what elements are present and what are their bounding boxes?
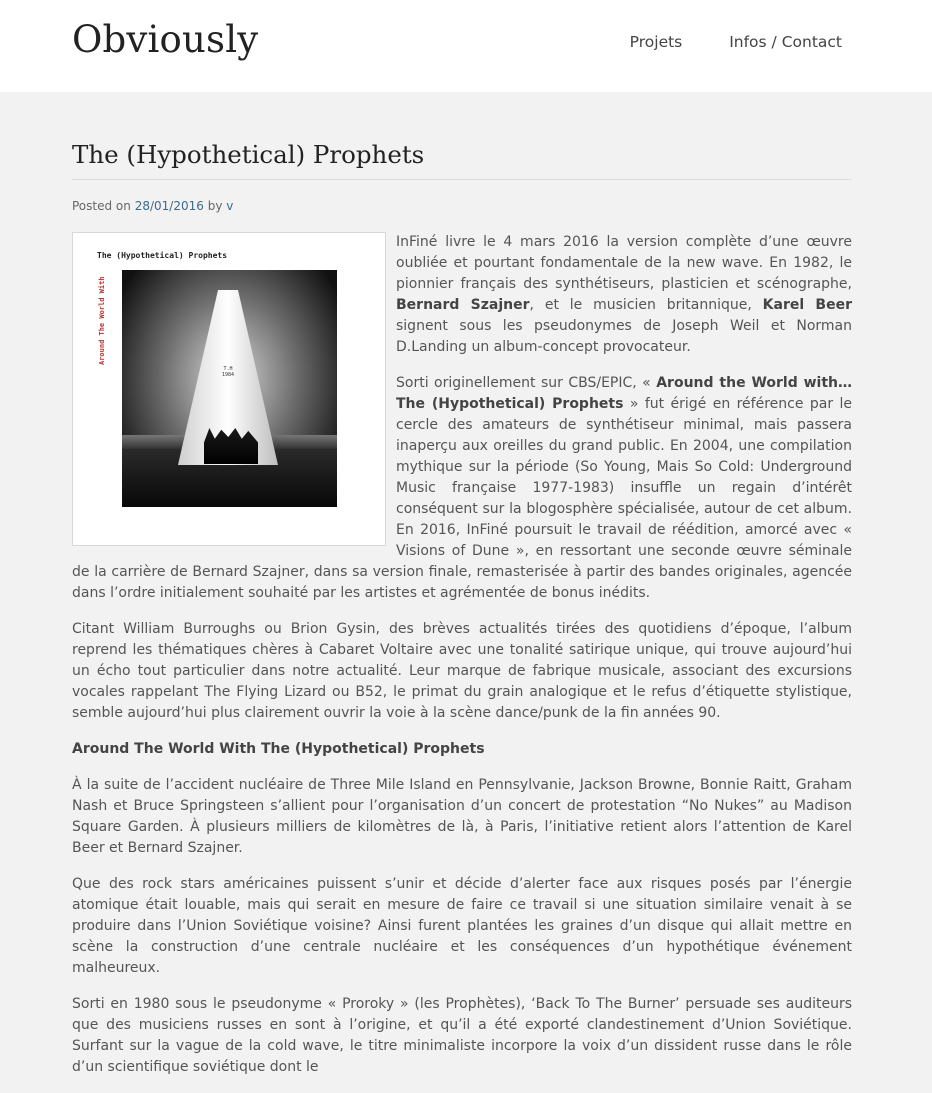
site-header: [0, 0, 932, 92]
entry-title: The (Hypothetical) Prophets: [72, 140, 425, 169]
author-link[interactable]: v: [226, 199, 234, 213]
entry-content: [72, 232, 852, 1078]
tower-label-line-2: 1984: [222, 372, 235, 378]
section-subheading: Around The World With The (Hypothetical) Prophets: [72, 741, 485, 757]
p2-text-c: » fut érigé en référence par le cercle des amateurs de synthétiseur minimal, mais passera inaperçu aux oreilles du grand public. En 2004, une compilation mythique sur la période (So Young, Mais So Cold: Underground Music française 1977-1983) insuffle un regain d’intérêt conséquent sur la blogosphère spécialisée, autour de cet album. En 2016, InFiné poursuit le travail de réédition, amorcé avec « Visions of Dune », en ressortant une seconde œuvre séminale de la carrière de Bernard Szajner, dans sa version finale, remasterisée à partir des bandes originales, agencée dans l’ordre initialement souhaité par les artistes et agrémentée de bonus inédits.: [72, 396, 852, 601]
cover-spine-text: Around The World With: [98, 276, 106, 365]
paragraph-3: Citant William Burroughs ou Brion Gysin, des brèves actualités tirées des quotidiens d’époque, l’album reprend les thématiques chères à Cabaret Voltaire avec une tonalité satirique unique, qui trouve aujourd’hui un écho tout particulier dans notre actualité. Leur marque de fabrique musicale, associant des excursions vocales rappelant The Flying Lizard ou B52, le primat du grain analogique et le refus d’étiquette stylistique, semble aujourd’hui plus clairement ouvrir la voie à la scène dance/punk de la fin années 90.: [72, 621, 852, 721]
tower-label-line-1: T.H: [223, 366, 233, 372]
post-date-link[interactable]: 28/01/2016: [134, 199, 204, 213]
main-nav: [588, 33, 842, 51]
cover-title: The (Hypothetical) Prophets: [97, 251, 228, 260]
posted-on-label: Posted on: [72, 199, 131, 213]
site-title[interactable]: Obviously: [72, 18, 259, 61]
p1-text-e: signent sous les pseudonymes de Joseph Weil et Norman D.Landing un album-concept provocateur.: [396, 318, 852, 355]
p1-bold-beer: Karel Beer: [762, 297, 852, 313]
paragraph-4: À la suite de l’accident nucléaire de Three Mile Island en Pennsylvanie, Jackson Browne, Bonnie Raitt, Graham Nash et Bruce Springsteen s’allient pour l’organisation d’un concert de protestation “No Nukes” au Madison Square Garden. À plusieurs milliers de kilomètres de là, à Paris, l’initiative retient alors l’attention de Karel Beer et Bernard Szajner.: [72, 777, 852, 856]
paragraph-5: Que des rock stars américaines puissent s’unir et décide d’alerter face aux risques posés par l’énergie atomique était louable, mais qui serait en mesure de faire ce travail si une situation similaire venait à se produire dans l’Union Soviétique voisine? Ainsi furent plantées les graines d’un disque qui allait mettre en scène la construction d’une centrale nucléaire et les conséquences d’un hypothétique événement malheureux.: [72, 876, 852, 976]
article: [72, 92, 852, 1093]
by-label: by: [207, 199, 223, 213]
p1-text-c: , et le musicien britannique,: [529, 297, 763, 313]
nav-infos-contact[interactable]: Infos / Contact: [729, 33, 842, 51]
paragraph-6: Sorti en 1980 sous le pseudonyme « Proroky » (les Prophètes), ‘Back To The Burner’ persuade ses auditeurs que des musiciens russes en sont à l’origine, et qu’il a été exporté clandestinement d’Union Soviétique. Surfant sur la vague de la cold wave, le titre minimaliste incorpore la voix d’un dissident russe dans le rôle d’un scientifique soviétique dont le: [72, 996, 852, 1075]
p1-text-a: InFiné livre le 4 mars 2016 la version complète d’une œuvre oubliée et pourtant fondamentale de la new wave. En 1982, le pionnier français des synthétiseurs, plasticien et scénographe,: [396, 234, 852, 292]
p2-text-a: Sorti originellement sur CBS/EPIC, «: [396, 375, 657, 391]
p2-bold-album: Around the World with…The (Hypothetical) Prophets: [396, 375, 852, 412]
entry-meta: [72, 198, 852, 214]
p1-bold-szajner: Bernard Szajner: [396, 297, 530, 313]
title-divider: [72, 179, 852, 180]
cover-photo: [122, 270, 337, 507]
album-cover-image[interactable]: [72, 232, 386, 546]
nav-projets[interactable]: Projets: [629, 33, 683, 51]
tower-label: [222, 366, 234, 378]
